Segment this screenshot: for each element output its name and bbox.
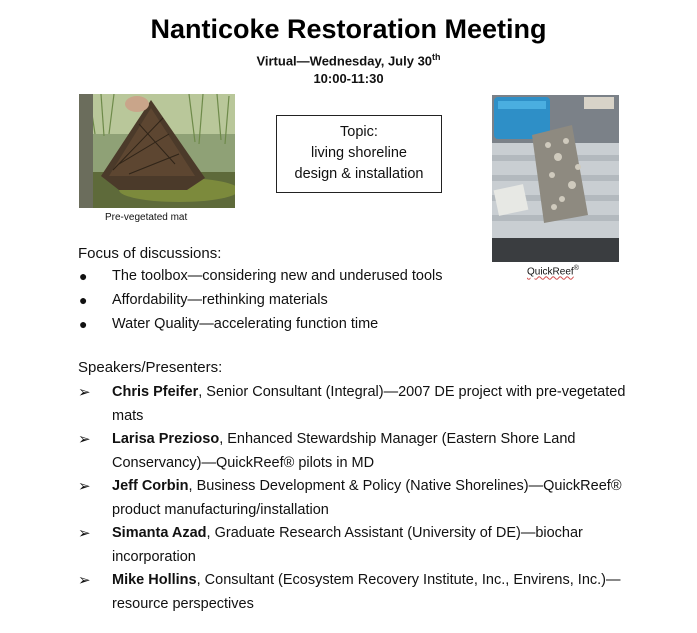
meeting-time: 10:00-11:30 bbox=[313, 71, 384, 87]
arrow-bullet-icon: ➢ bbox=[78, 478, 91, 495]
focus-item-text: The toolbox—considering new and underused tools bbox=[112, 268, 443, 284]
speaker-name: Mike Hollins bbox=[112, 572, 197, 588]
speaker-name: Simanta Azad bbox=[112, 525, 207, 541]
registered-mark: ® bbox=[573, 265, 579, 272]
quickreef-caption bbox=[527, 265, 579, 277]
bullet-icon: ● bbox=[79, 268, 88, 284]
topic-box bbox=[276, 115, 442, 193]
speaker-name: Chris Pfeifer bbox=[112, 384, 199, 400]
arrow-bullet-icon: ➢ bbox=[78, 431, 91, 448]
quickreef-illustration bbox=[492, 95, 619, 262]
focus-item-text: Water Quality—accelerating function time bbox=[112, 316, 379, 332]
arrow-bullet-icon: ➢ bbox=[78, 384, 91, 401]
quickreef-caption-text: QuickReef bbox=[527, 266, 574, 278]
arrow-bullet-icon: ➢ bbox=[78, 572, 91, 589]
topic-line-1: living shoreline bbox=[311, 145, 407, 161]
topic-line-2: design & installation bbox=[294, 166, 424, 182]
speaker-detail: , Senior Consultant (Integral)—2007 DE project with pre-vegetated mats bbox=[112, 384, 626, 424]
speaker-detail: , Graduate Research Assistant (University of DE)—biochar incorporation bbox=[112, 525, 583, 565]
list-item bbox=[78, 288, 518, 312]
topic-label: Topic: bbox=[340, 124, 378, 140]
speakers-heading: Speakers/Presenters: bbox=[78, 359, 223, 376]
list-item bbox=[78, 381, 638, 428]
quickreef-photo bbox=[492, 95, 619, 262]
focus-item-text: Affordability—rethinking materials bbox=[112, 292, 328, 308]
meeting-info bbox=[0, 48, 697, 88]
list-item bbox=[78, 569, 638, 616]
pre-vegetated-mat-photo bbox=[79, 94, 235, 208]
speaker-name: Larisa Prezioso bbox=[112, 431, 220, 447]
meeting-date bbox=[0, 48, 697, 70]
speaker-detail: , Business Development & Policy (Native Shorelines)—QuickReef® product manufacturing/installation bbox=[112, 478, 622, 518]
arrow-bullet-icon: ➢ bbox=[78, 525, 91, 542]
pre-vegetated-mat-illustration bbox=[79, 94, 235, 208]
list-item bbox=[78, 475, 638, 522]
meeting-date-text: Virtual—Wednesday, July 30 bbox=[256, 53, 433, 69]
list-item bbox=[78, 264, 518, 288]
focus-heading: Focus of discussions: bbox=[78, 245, 222, 262]
bullet-icon: ● bbox=[79, 316, 88, 332]
bullet-icon: ● bbox=[79, 292, 88, 308]
list-item bbox=[78, 312, 518, 336]
speaker-name: Jeff Corbin bbox=[112, 478, 189, 494]
speakers-list bbox=[78, 381, 638, 616]
page-title: Nanticoke Restoration Meeting bbox=[150, 14, 547, 44]
date-suffix: th bbox=[432, 52, 441, 62]
list-item bbox=[78, 428, 638, 475]
list-item bbox=[78, 522, 638, 569]
speaker-detail: , Enhanced Stewardship Manager (Eastern Shore Land Conservancy)—QuickReef® pilots in MD bbox=[112, 431, 576, 471]
focus-list bbox=[78, 264, 518, 336]
pre-vegetated-mat-caption: Pre-vegetated mat bbox=[105, 212, 188, 223]
speaker-detail: , Consultant (Ecosystem Recovery Institute, Inc., Envirens, Inc.)—resource perspectives bbox=[112, 572, 621, 612]
